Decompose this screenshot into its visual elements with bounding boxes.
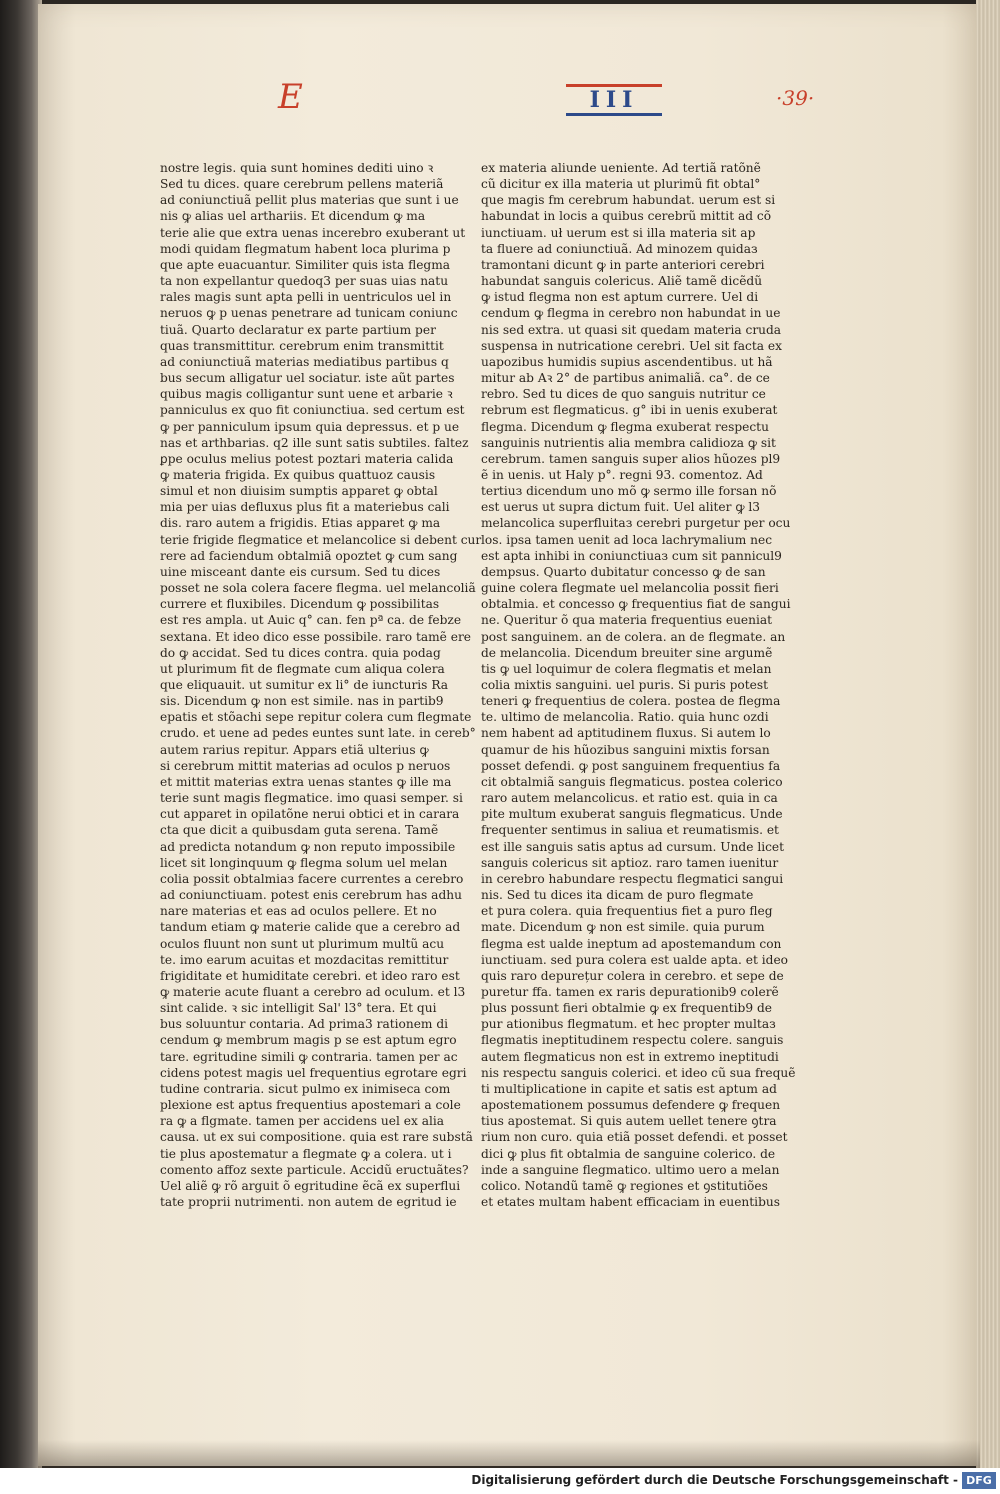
text-line: est ille sanguis satis aptus ad cursum. Unde licet bbox=[481, 839, 785, 854]
text-line: nis sed extra. ut quasi sit quedam materia cruda bbox=[481, 322, 782, 337]
dfg-logo: DFG bbox=[962, 1472, 996, 1489]
text-line: iunctiuam. uł uerum est si illa materia sit ap bbox=[481, 225, 756, 240]
text-line: in cerebro habundare respectu flegmatici sangui bbox=[481, 871, 784, 886]
text-line: et mittit materias extra uenas stantes ꝙ ille ma bbox=[160, 774, 452, 789]
text-line: dempsus. Quarto dubitatur concesso ꝙ de san bbox=[481, 564, 766, 579]
text-line: post sanguinem. an de colera. an de flegmate. an bbox=[481, 629, 786, 644]
text-line: rebro. Sed tu dices de quo sanguis nutritur ce bbox=[481, 387, 766, 402]
text-line: modi quidam flegmatum habent loca plurima p bbox=[160, 241, 451, 256]
text-line: pite multum exuberat sanguis flegmaticus. Unde bbox=[481, 807, 783, 822]
text-line: de melancolia. Dicendum breuiter sine argumẽ bbox=[481, 645, 773, 660]
text-line: mia per uias defluxus plus fit a materiebus cali bbox=[160, 500, 450, 515]
text-line: posset defendi. ꝙ post sanguinem frequentius fa bbox=[481, 758, 781, 773]
text-line: puretur ffa. tamen ex raris depurationib9 colerẽ bbox=[481, 984, 779, 999]
text-line: ad coniunctiuã materias mediatibus partibus q bbox=[160, 354, 449, 369]
headline-rubric-letter: E bbox=[278, 77, 303, 117]
text-line: cendum ꝙ flegma in cerebro non habundat in ue bbox=[481, 306, 781, 321]
text-line: et pura colera. quia frequentius fiet a puro fleg bbox=[481, 904, 773, 919]
text-line: rebrum est flegmaticus. g° ibi in uenis exuberat bbox=[481, 403, 778, 418]
text-line: sanguis colericus sit aptioz. raro tamen iuenitur bbox=[481, 855, 779, 870]
text-line: quis raro depurețur colera in cerebro. et sepe de bbox=[481, 968, 784, 983]
text-line: cendum ꝙ membrum magis p se est aptum egro bbox=[160, 1033, 457, 1048]
text-line: tius apostemat. Si quis autem uellet tenere ꝯtra bbox=[481, 1114, 777, 1129]
footer-credit-text: Digitalisierung gefördert durch die Deutsche Forschungsgemeinschaft - bbox=[471, 1473, 958, 1487]
text-line: los. ipsa tamen uenit ad loca lachrymalium nec bbox=[481, 532, 773, 547]
text-line: autem flegmaticus non est in extremo ineptitudi bbox=[481, 1049, 779, 1064]
text-line: tare. egritudine simili ꝙ contraria. tamen per ac bbox=[160, 1049, 458, 1064]
text-line: sanguinis nutrientis alia membra calidioza ꝙ sit bbox=[481, 435, 776, 450]
page-stack-edge bbox=[976, 0, 1000, 1468]
text-line: do ꝙ accidat. Sed tu dices contra. quia podag bbox=[160, 645, 441, 660]
book-binding bbox=[0, 0, 42, 1468]
text-line: uine misceant dante eis cursum. Sed tu dices bbox=[160, 564, 441, 579]
page-bottom-shadow bbox=[38, 1440, 980, 1468]
text-line: teneri ꝙ frequentius de colera. postea de flegma bbox=[481, 694, 781, 709]
text-line: que eliquauit. ut sumitur ex li° de iuncturis Ra bbox=[160, 678, 449, 692]
text-line: ex materia aliunde ueniente. Ad tertiã ratõnẽ bbox=[481, 161, 761, 175]
text-line: tis ꝙ uel loquimur de colera flegmatis et melan bbox=[481, 661, 772, 676]
text-line: oculos fluunt non sunt ut plurimum multũ acu bbox=[160, 936, 445, 951]
text-line: cta que dicit a quibusdam guta serena. Tamẽ bbox=[160, 823, 439, 838]
text-line: nis ꝙ alias uel arthariis. Et dicendum ꝙ ma bbox=[160, 209, 426, 224]
text-line: pur ationibus flegmatum. et hec propter multaз bbox=[481, 1017, 776, 1032]
text-line: inde a sanguine flegmatico. ultimo uero a melan bbox=[481, 1162, 780, 1177]
text-line: te. imo earum acuitas et mozdacitas remittitur bbox=[160, 952, 449, 967]
text-line: apostemationem possumus defendere ꝙ frequen bbox=[481, 1098, 781, 1113]
text-line: frequenter sentimus in saliua et reumatismis. et bbox=[481, 823, 779, 838]
text-line: plus possunt fieri obtalmie ꝙ ex frequentib9 de bbox=[481, 1001, 772, 1016]
text-line: simul et non diuisim sumptis apparet ꝙ obtal bbox=[160, 484, 438, 499]
text-line: ẽ in uenis. ut Haly p°. regni 93. comentoz. Ad bbox=[481, 467, 763, 482]
text-line: panniculus ex quo fit coniunctiua. sed certum est bbox=[160, 403, 465, 418]
text-line: Uel aliẽ ꝙ rõ arguit õ egritudine ẽcã ex superflui bbox=[160, 1178, 461, 1193]
text-line: ꝙ materie acute fluant a cerebro ad oculum. et l3 bbox=[160, 984, 466, 999]
text-line: crudo. et uene ad pedes euntes sunt late. in cereb° bbox=[160, 726, 476, 741]
text-line: flegma. Dicendum ꝙ flegma exuberat respectu bbox=[481, 419, 769, 434]
text-line: bus secum alligatur uel sociatur. iste aũt partes bbox=[160, 371, 455, 386]
text-line: ad coniunctiuam. potest enis cerebrum has adhu bbox=[160, 888, 462, 903]
text-line: ꝙ istud flegma non est aptum currere. Uel di bbox=[481, 290, 759, 305]
text-line: tate proprii nutrimenti. non autem de egritud ie bbox=[160, 1195, 457, 1209]
folio-number: ·39· bbox=[776, 86, 815, 110]
text-line: melancolica superfluitaз cerebri purgetur per ocu bbox=[481, 516, 791, 531]
text-line: comento affoz sexte particule. Accidũ eructuãtes? bbox=[160, 1162, 469, 1177]
text-line: si cerebrum mittit materias ad oculos p neruos bbox=[160, 758, 451, 773]
text-line: cidens potest magis uel frequentius egrotare egri bbox=[160, 1065, 467, 1080]
text-line: sextana. Et ideo dico esse possibile. raro tamẽ ere bbox=[160, 629, 471, 644]
text-line: bus soluuntur contaria. Ad prima3 rationem di bbox=[160, 1017, 449, 1032]
text-line: quas transmittitur. cerebrum enim transmittit bbox=[160, 338, 444, 353]
text-line: tandum etiam ꝙ materie calide que a cerebro ad bbox=[160, 920, 461, 935]
text-line: tertiuз dicendum uno mõ ꝙ sermo ille forsan nõ bbox=[481, 484, 777, 499]
text-line: te. ultimo de melancolia. Ratio. quia hunc ozdi bbox=[481, 710, 769, 725]
text-line: flegmatis ineptitudinem respectu colere. sanguis bbox=[481, 1033, 784, 1048]
text-line: terie frigide flegmatice et melancolice si debent cur bbox=[160, 532, 482, 547]
text-column-left bbox=[160, 160, 482, 1210]
text-line: Sed tu dices. quare cerebrum pellens materiã bbox=[160, 177, 444, 192]
text-line: rium non curo. quia etiã posset defendi. et posset bbox=[481, 1130, 788, 1145]
text-line: tiuã. Quarto declaratur ex parte partium per bbox=[160, 322, 436, 337]
text-line: terie sunt magis flegmatice. imo quasi semper. si bbox=[160, 791, 463, 806]
text-line: causa. ut ex sui compositione. quia est rare substã bbox=[160, 1130, 473, 1145]
folio-value: 39 bbox=[782, 86, 808, 110]
text-line: colia mixtis sanguini. uel puris. Si puris potest bbox=[481, 678, 769, 692]
text-line: nem habent ad aptitudinem fluxus. Si autem lo bbox=[481, 726, 771, 741]
text-line: ꝙ materia frigida. Ex quibus quattuoz causis bbox=[160, 467, 436, 482]
text-line: nis respectu sanguis colerici. et ideo cũ sua frequẽ bbox=[481, 1065, 796, 1080]
text-line: neruos ꝙ p uenas penetrare ad tunicam coniunc bbox=[160, 306, 458, 321]
text-line: que apte euacuantur. Similiter quis ista flegma bbox=[160, 257, 451, 272]
text-line: ꝑpe oculus melius potest poztari materia calida bbox=[160, 451, 454, 466]
footer-bar bbox=[0, 1468, 1000, 1494]
text-line: tudine contraria. sicut pulmo ex inimiseca com bbox=[160, 1081, 451, 1096]
text-line: ꝙ per panniculum ipsum quia depressus. et p ue bbox=[160, 419, 460, 434]
text-line: colico. Notandũ tamẽ ꝙ regiones et ꝯstitutiões bbox=[481, 1178, 768, 1193]
text-line: dici ꝙ plus fit obtalmia de sanguine colerico. de bbox=[481, 1146, 776, 1161]
text-line: ta non expellantur quedoq3 per suas uias natu bbox=[160, 274, 449, 289]
text-line: rales magis sunt apta pelli in uentriculos uel in bbox=[160, 290, 452, 305]
text-line: frigiditate et humiditate cerebri. et ideo raro est bbox=[160, 968, 460, 983]
text-line: ad coniunctiuã pellit plus materias que sunt i ue bbox=[160, 193, 459, 208]
text-line: ne. Queritur õ qua materia frequentius eueniat bbox=[481, 613, 773, 628]
text-line: cit obtalmiã sanguis flegmaticus. postea colerico bbox=[481, 774, 783, 789]
text-line: cerebrum. tamen sanguis super alios hũozes pl9 bbox=[481, 451, 781, 466]
text-line: ra ꝙ a flgmate. tamen per accidens uel ex alia bbox=[160, 1114, 445, 1129]
text-line: dis. raro autem a frigidis. Etias apparet ꝙ ma bbox=[160, 516, 441, 531]
text-line: nostre legis. quia sunt homines dediti uino ꝛ bbox=[160, 161, 434, 175]
text-line: currere et fluxibiles. Dicendum ꝙ possibilitas bbox=[160, 597, 440, 612]
text-line: uapozibus humidis supius ascendentibus. ut hã bbox=[481, 354, 773, 369]
text-column-right bbox=[481, 160, 796, 1210]
text-line: terie alie que extra uenas incerebro exuberant ut bbox=[160, 225, 466, 240]
text-line: est res ampla. ut Auic q° can. fen pª ca. de febze bbox=[160, 613, 462, 628]
text-line: mitur ab Aꝛ 2° de partibus animaliã. ca°. de ce bbox=[481, 371, 770, 386]
text-line: epatis et stõachi sepe repitur colera cum flegmate bbox=[160, 710, 472, 725]
text-line: guine colera flegmate uel melancolia possit fieri bbox=[481, 581, 779, 596]
text-line: suspensa in nutricatione cerebri. Uel sit facta ex bbox=[481, 338, 782, 353]
text-line: ut plurimum fit de flegmate cum aliqua colera bbox=[160, 661, 445, 676]
text-line: rere ad faciendum obtalmiã opoztet ꝙ cum sang bbox=[160, 548, 458, 563]
text-line: tramontani dicunt ꝙ in parte anteriori cerebri bbox=[481, 257, 765, 272]
text-line: sint calide. ꝛ sic intelligit Sal' l3° tera. Et qui bbox=[160, 1001, 437, 1016]
text-line: ad predicta notandum ꝙ non reputo impossibile bbox=[160, 839, 456, 854]
text-line: colia possit obtalmiaз facere currentes a cerebro bbox=[160, 871, 464, 886]
headline-roman-numeral: III bbox=[566, 84, 662, 116]
text-line: ti multiplicatione in capite et satis est aptum ad bbox=[481, 1081, 777, 1096]
text-line: raro autem melancolicus. et ratio est. quia in ca bbox=[481, 791, 778, 806]
text-line: plexione est aptus frequentius apostemari a cole bbox=[160, 1098, 461, 1113]
text-line: sis. Dicendum ꝙ non est simile. nas in partib9 bbox=[160, 694, 444, 709]
text-line: quamur de his hũozibus sanguini mixtis forsan bbox=[481, 742, 770, 757]
text-line: mate. Dicendum ꝙ non est simile. quia purum bbox=[481, 920, 765, 935]
text-line: nas et arthbarias. q2 ille sunt satis subtiles. faltez bbox=[160, 435, 469, 450]
text-line: que magis fm cerebrum habundat. uerum est si bbox=[481, 193, 776, 208]
text-line: autem rarius repitur. Appars etiã ulterius ꝙ bbox=[160, 742, 429, 757]
text-line: cũ dicitur ex illa materia ut plurimũ fit obtal° bbox=[481, 177, 761, 192]
text-line: quibus magis colligantur sunt uene et arbarie ꝛ bbox=[160, 387, 453, 402]
text-line: tie plus apostematur a flegmate ꝙ a colera. ut i bbox=[160, 1146, 452, 1161]
text-line: licet sit longinquum ꝙ flegma solum uel melan bbox=[160, 855, 448, 870]
text-line: est uerus ut supra dictum fuit. Uel aliter ꝙ l3 bbox=[481, 500, 761, 515]
text-line: habundat in locis a quibus cerebrũ mittit ad cõ bbox=[481, 209, 772, 224]
text-line: et etates multam habent efficaciam in euentibus bbox=[481, 1195, 780, 1209]
text-line: posset ne sola colera facere flegma. uel melancoliã bbox=[160, 581, 476, 596]
text-line: est apta inhibi in coniunctiuaз cum sit pannicul9 bbox=[481, 548, 782, 563]
text-line: obtalmia. et concesso ꝙ frequentius fiat de sangui bbox=[481, 597, 791, 612]
text-line: nis. Sed tu dices ita dicam de puro flegmate bbox=[481, 888, 754, 903]
text-line: nare materias et eas ad oculos pellere. Et no bbox=[160, 904, 437, 919]
text-line: cut apparet in opilatõne nerui obtici et in carara bbox=[160, 807, 460, 822]
text-line: flegma est ualde ineptum ad apostemandum con bbox=[481, 936, 782, 951]
text-line: iunctiuam. sed pura colera est ualde apta. et ideo bbox=[481, 952, 788, 967]
text-line: habundat sanguis colericus. Aliẽ tamẽ dicẽdũ bbox=[481, 274, 763, 289]
text-line: ta fluere ad coniunctiuã. Ad minozem quidaз bbox=[481, 241, 758, 256]
